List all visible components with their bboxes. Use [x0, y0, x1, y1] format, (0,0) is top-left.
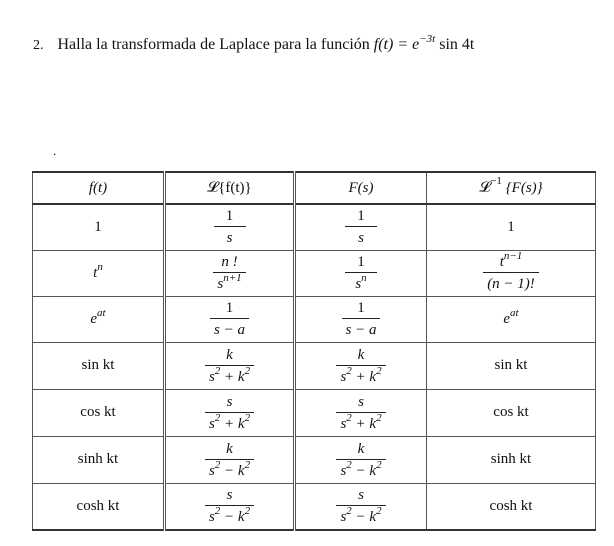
cell-laplace: $\frac{s}{s^2 - k^2}$: [165, 483, 295, 530]
header-F-s: F(s): [295, 172, 427, 204]
cell-F: $\frac{1}{s - a}$: [295, 296, 427, 342]
problem-number: 2.: [33, 38, 44, 53]
cell-inverse: sinh kt: [427, 436, 596, 483]
table-row: [33, 296, 596, 342]
cell-inverse: sin kt: [427, 342, 596, 389]
cell-f: cosh kt: [33, 483, 165, 530]
bullet-dot: .: [53, 143, 57, 158]
cell-f: $e^{at}$: [33, 296, 165, 342]
cell-F: $\frac{s}{s^2 - k^2}$: [295, 483, 427, 530]
cell-inverse: $e^{at}$: [427, 296, 596, 342]
cell-f: 1: [33, 204, 165, 250]
table-row: [33, 389, 596, 436]
header-laplace: 𝓛{f(t)}: [165, 172, 295, 204]
cell-laplace: $\frac{1}{s - a}$: [165, 296, 295, 342]
table-row: [33, 483, 596, 530]
header-f-t: f(t): [33, 172, 165, 204]
cell-inverse: cosh kt: [427, 483, 596, 530]
laplace-table: [32, 171, 596, 531]
cell-inverse: $\frac{t^{n-1}}{(n - 1)!}$: [427, 250, 596, 296]
cell-inverse: cos kt: [427, 389, 596, 436]
problem-function: $f(t) = e^{-3t}$ sin 4t: [373, 33, 475, 53]
cell-laplace: $\frac{s}{s^2 + k^2}$: [165, 389, 295, 436]
table-row: [33, 250, 596, 296]
header-inverse-laplace: 𝓛$^{-1}$ {F(s)}: [427, 172, 596, 204]
cell-f: $t^n$: [33, 250, 165, 296]
cell-f: sin kt: [33, 342, 165, 389]
table-row: [33, 342, 596, 389]
cell-F: $\frac{1}{s^n}$: [295, 250, 427, 296]
cell-f: cos kt: [33, 389, 165, 436]
cell-F: $\frac{1}{s}$: [295, 204, 427, 250]
cell-laplace: $\frac{k}{s^2 - k^2}$: [165, 436, 295, 483]
cell-F: $\frac{k}{s^2 - k^2}$: [295, 436, 427, 483]
cell-F: $\frac{k}{s^2 + k^2}$: [295, 342, 427, 389]
cell-inverse: 1: [427, 204, 596, 250]
problem-text: Halla la transformada de Laplace para la función: [57, 36, 370, 53]
cell-F: $\frac{s}{s^2 + k^2}$: [295, 389, 427, 436]
table-row: [33, 204, 596, 250]
problem-statement: [33, 33, 475, 54]
cell-f: sinh kt: [33, 436, 165, 483]
table-header-row: [33, 172, 596, 204]
table-row: [33, 436, 596, 483]
cell-laplace: $\frac{k}{s^2 + k^2}$: [165, 342, 295, 389]
cell-laplace: $\frac{1}{s}$: [165, 204, 295, 250]
cell-laplace: $\frac{n !}{s^{n+1}}$: [165, 250, 295, 296]
